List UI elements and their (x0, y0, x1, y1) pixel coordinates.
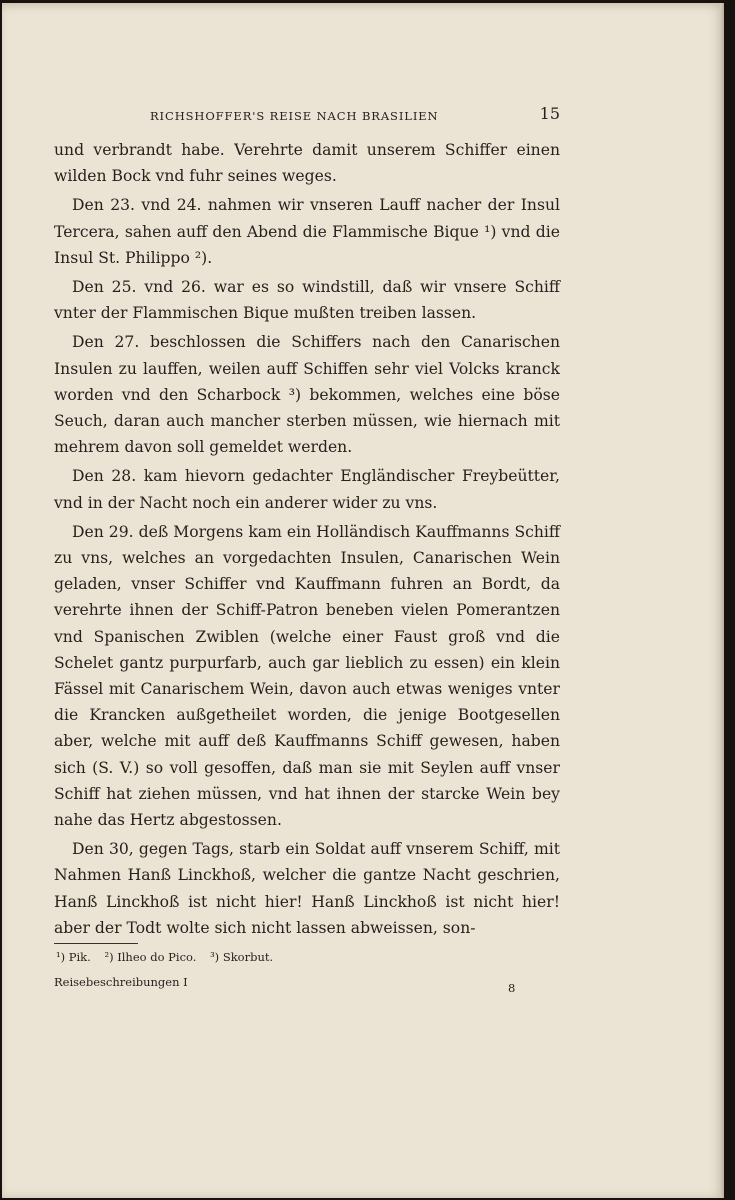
paragraph: Den 27. beschlossen die Schiffers nach den Canarischen Insulen zu lauffen, weilen auff Schiffen sehr viel Volcks kranck worden vnd den Scharbock ³) bekommen, welches eine böse Seuch, daran auch mancher sterben müssen, wie hiernach mit mehrem davon soll gemeldet werden. (54, 333, 560, 457)
paragraph: und verbrandt habe. Verehrte damit unserem Schiffer einen wilden Bock vnd fuhr seines weges. (54, 141, 560, 186)
page-edge (720, 3, 724, 1198)
signature-mark: 8 (508, 981, 516, 996)
footnote: ²) Ilheo do Pico. (104, 950, 197, 965)
signature-label: Reisebeschreibungen I (54, 975, 188, 990)
signature-line (54, 973, 560, 1001)
paragraph: Den 28. kam hievorn gedachter Engländischer Freybeütter, vnd in der Nacht noch ein anderer wider zu vns. (54, 467, 560, 512)
footnote: ³) Skorbut. (210, 950, 274, 965)
footnote: ¹) Pik. (56, 950, 91, 965)
book-page (2, 3, 724, 1198)
paragraph: Den 30, gegen Tags, starb ein Soldat auff vnserem Schiff, mit Nahmen Hanß Linckhoß, welcher die gantze Nacht geschrien, Hanß Linckhoß ist nicht hier! Hanß Linckhoß ist nicht hier! aber der Todt wolte sich nicht lassen abweissen, son- (54, 840, 560, 937)
footnote-rule (54, 943, 138, 944)
paragraph: Den 25. vnd 26. war es so windstill, daß wir vnsere Schiff vnter der Flammischen Bique mußten treiben lassen. (54, 278, 560, 323)
text-block (54, 103, 560, 1001)
paragraph: Den 29. deß Morgens kam ein Holländisch Kauffmanns Schiff zu vns, welches an vorgedachten Insulen, Canarischen Wein geladen, vnser Schiffer vnd Kauffmann fuhren an Bordt, da verehrte ihnen der Schiff-Patron beneben vielen Pomerantzen vnd Spanischen Zwiblen (welche einer Faust groß vnd die Schelet gantz purpurfarb, auch gar lieblich zu essen) ein klein Fässel mit Canarischem Wein, davon auch etwas weniges vnter die Krancken außgetheilet worden, die jenige Bootgesellen aber, welche mit auff deß Kauffmanns Schiff gewesen, haben sich (S. V.) so voll gesoffen, daß man sie mit Seylen auff vnser Schiff hat ziehen müssen, vnd hat ihnen der starcke Wein bey nahe das Hertz abgestossen. (54, 522, 560, 830)
paragraph: Den 23. vnd 24. nahmen wir vnseren Lauff nacher der Insul Tercera, sahen auff den Abend die Flammische Bique ¹) vnd die Insul St. Philippo ²). (54, 196, 560, 267)
footnotes (54, 949, 560, 965)
page-number: 15 (539, 104, 560, 123)
running-head-title: RICHSHOFFER'S REISE NACH BRASILIEN (150, 109, 439, 123)
running-head (54, 103, 560, 137)
body-text (54, 137, 560, 941)
